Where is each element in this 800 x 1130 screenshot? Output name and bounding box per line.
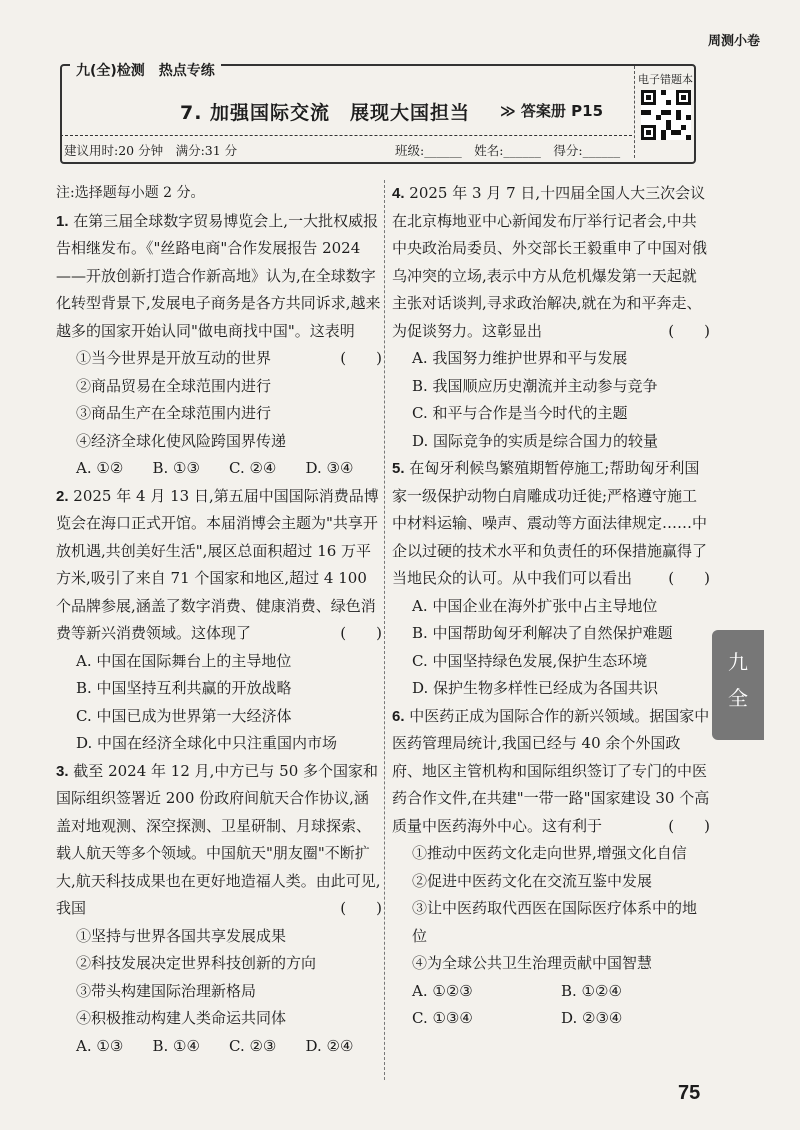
student-info-blanks: 班级:______ 姓名:______ 得分:______ bbox=[395, 143, 621, 158]
answer-parentheses[interactable]: ( ) bbox=[668, 569, 710, 587]
statement-item: ③让中医药取代西医在国际医疗体系中的地位 bbox=[412, 899, 698, 945]
question-stem: 在匈牙利候鸟繁殖期暂停施工;帮助匈牙利国家一级保护动物白肩雕成功迁徙;严格遵守施工中材料运输、噪声、震动等方面法律规定……中企以过硬的技术水平和负责任的环保措施赢得了当地民众的认可。从中我们可以看出 bbox=[392, 459, 708, 587]
question-number: 5. bbox=[392, 460, 405, 477]
question-stem: 2025 年 3 月 7 日,十四届全国人大三次会议在北京梅地亚中心新闻发布厅举行记者会,中共中央政治局委员、外交部长王毅重申了中国对俄乌冲突的立场,表示中方从危机爆发第一天起就主张对话谈判,寻求政治解决,就在为和平奔走、为促谈努力。这彰显出 bbox=[392, 184, 708, 340]
option-b[interactable]: B. 中国坚持互利共赢的开放战略 bbox=[76, 679, 292, 697]
question-5 bbox=[392, 455, 710, 703]
question-number: 2. bbox=[56, 487, 69, 505]
statement-item: ②科技发展决定世界科技创新的方向 bbox=[76, 954, 317, 972]
page-title: 7. 加强国际交流 展现大国担当 bbox=[180, 102, 471, 124]
answer-parentheses[interactable]: ( ) bbox=[668, 816, 710, 835]
statement-item: ④为全球公共卫生治理贡献中国智慧 bbox=[412, 954, 653, 972]
statement-item: ①坚持与世界各国共享发展成果 bbox=[76, 926, 287, 945]
option-c[interactable]: C. 中国已成为世界第一大经济体 bbox=[76, 706, 292, 725]
option-d[interactable]: D. ②③④ bbox=[561, 1009, 623, 1027]
answer-reference: ≫ 答案册 P15 bbox=[500, 102, 604, 120]
answer-parentheses[interactable]: ( ) bbox=[340, 349, 382, 367]
answer-parentheses[interactable]: ( ) bbox=[340, 899, 382, 917]
question-stem: 中医药正成为国际合作的新兴领域。据国家中医药管理局统计,我国已经与 40 余个外国政府、地区主管机构和国际组织签订了专门的中医药合作文件,在共建"一带一路"国家建设 30 个高质量中医药海外中心。这有利于 bbox=[392, 706, 710, 835]
option-a[interactable]: A. 中国企业在海外扩张中占主导地位 bbox=[412, 596, 658, 615]
option-b[interactable]: B. ①④ bbox=[152, 1036, 200, 1055]
option-b[interactable]: B. ①③ bbox=[152, 459, 200, 477]
answer-parentheses[interactable]: ( ) bbox=[668, 321, 710, 340]
side-tab-char: 九 bbox=[728, 650, 748, 674]
option-d[interactable]: D. 中国在经济全球化中只注重国内市场 bbox=[76, 734, 338, 752]
statement-item: ④积极推动构建人类命运共同体 bbox=[76, 1009, 287, 1027]
statement-item: ①当今世界是开放互动的世界 bbox=[76, 349, 272, 367]
statement-item: ②促进中医药文化在交流互鉴中发展 bbox=[412, 871, 653, 890]
grade-side-tab bbox=[712, 630, 764, 740]
option-a[interactable]: A. ①②③ bbox=[412, 981, 473, 1000]
option-b[interactable]: B. 我国顺应历史潮流并主动参与竞争 bbox=[412, 376, 658, 395]
option-c[interactable]: C. 和平与合作是当今时代的主题 bbox=[412, 404, 628, 422]
question-number: 4. bbox=[392, 185, 405, 202]
question-stem: 截至 2024 年 12 月,中方已与 50 多个国家和国际组织签署近 200 份政府间航天合作协议,涵盖对地观测、深空探测、卫星研制、月球探索、载人航天等多个领域。中国航天"朋友圈"不断扩大,航天科技成果也在更好地造福人类。由此可见,我国 bbox=[56, 761, 381, 917]
question-6 bbox=[392, 703, 710, 1033]
time-score-info: 建议用时:20 分钟 满分:31 分 bbox=[64, 143, 238, 158]
question-number: 6. bbox=[392, 707, 405, 725]
question-number: 1. bbox=[56, 212, 69, 230]
option-row bbox=[56, 1033, 382, 1061]
right-column bbox=[392, 180, 710, 1033]
option-grid bbox=[392, 978, 710, 1033]
option-c[interactable]: C. ①③④ bbox=[412, 1009, 473, 1027]
option-a[interactable]: A. ①② bbox=[76, 459, 124, 477]
question-stem: 2025 年 4 月 13 日,第五届中国国际消费品博览会在海口正式开馆。本届消博会主题为"共享开放机遇,共创美好生活",展区总面积超过 16 万平方米,吸引了来自 71 个国家和地区,超过 4 100 个品牌参展,涵盖了数字消费、健康消费、绿色消费等新兴消费领域。这体现了 bbox=[56, 486, 379, 642]
option-d[interactable]: D. 国际竞争的实质是综合国力的较量 bbox=[412, 431, 659, 450]
statement-item: ③带头构建国际治理新格局 bbox=[76, 981, 257, 1000]
question-1 bbox=[56, 208, 382, 483]
question-4 bbox=[392, 180, 710, 455]
statement-item: ②商品贸易在全球范围内进行 bbox=[76, 376, 272, 395]
option-b[interactable]: B. 中国帮助匈牙利解决了自然保护难题 bbox=[412, 624, 673, 642]
answer-parentheses[interactable]: ( ) bbox=[340, 624, 382, 642]
question-number: 3. bbox=[56, 762, 69, 780]
option-b[interactable]: B. ①②④ bbox=[561, 981, 622, 1000]
column-divider bbox=[384, 180, 385, 1080]
header-divider bbox=[60, 135, 632, 136]
option-d[interactable]: D. 保护生物多样性已经成为各国共识 bbox=[412, 679, 659, 697]
question-3 bbox=[56, 758, 382, 1061]
option-a[interactable]: A. 我国努力维护世界和平与发展 bbox=[412, 349, 628, 367]
option-d[interactable]: D. ②④ bbox=[305, 1036, 354, 1055]
option-c[interactable]: C. 中国坚持绿色发展,保护生态环境 bbox=[412, 651, 648, 670]
scoring-note: 注:选择题每小题 2 分。 bbox=[56, 185, 205, 201]
corner-tag: 周测小卷 bbox=[707, 34, 760, 49]
question-stem: 在第三届全球数字贸易博览会上,一大批权威报告相继发布。《"丝路电商"合作发展报告 2024——开放创新打造合作新高地》认为,在全球数字化转型背景下,发展电子商务是各方共同诉求,越来越多的国家开始认同"做电商找中国"。这表明 bbox=[56, 211, 381, 340]
left-column bbox=[56, 180, 382, 1060]
option-c[interactable]: C. ②④ bbox=[229, 459, 277, 477]
header-label: 九(全)检测 热点专练 bbox=[70, 60, 221, 80]
statement-item: ③商品生产在全球范围内进行 bbox=[76, 404, 272, 422]
side-tab-char: 全 bbox=[728, 686, 748, 710]
qr-label: 电子错题本 bbox=[638, 73, 693, 86]
option-a[interactable]: A. ①③ bbox=[76, 1036, 124, 1055]
option-row bbox=[56, 455, 382, 483]
statement-item: ①推动中医药文化走向世界,增强文化自信 bbox=[412, 844, 687, 862]
option-a[interactable]: A. 中国在国际舞台上的主导地位 bbox=[76, 651, 292, 670]
option-c[interactable]: C. ②③ bbox=[229, 1036, 277, 1055]
statement-item: ④经济全球化使风险跨国界传递 bbox=[76, 431, 287, 450]
option-d[interactable]: D. ③④ bbox=[305, 459, 354, 477]
qr-code-icon[interactable] bbox=[641, 90, 691, 140]
question-2 bbox=[56, 483, 382, 758]
page-number: 75 bbox=[678, 1082, 701, 1104]
